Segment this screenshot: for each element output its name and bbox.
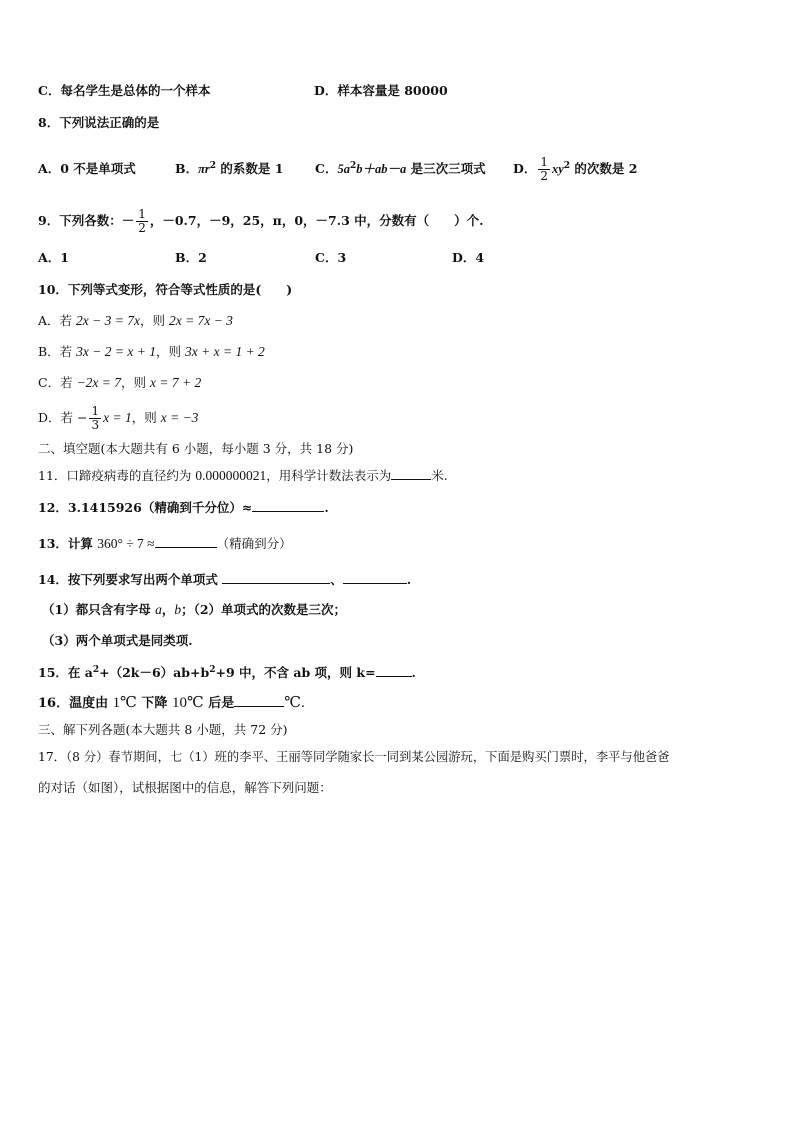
q13-expression: 360° ÷ 7 ≈ bbox=[97, 536, 155, 551]
q8-option-d-fraction bbox=[538, 156, 550, 183]
q7-option-d-wrap bbox=[314, 82, 448, 100]
q13 bbox=[38, 535, 292, 553]
q14-end: . bbox=[406, 572, 412, 587]
q14-stem bbox=[38, 571, 411, 589]
q14-stem-text: 14．按下列要求写出两个单项式 bbox=[38, 572, 218, 587]
q12-pre: 12．3.1415926（精确到千分位）≈ bbox=[38, 500, 253, 515]
q9-option-d: D．4 bbox=[452, 250, 485, 265]
q8-option-c-math1: 5a bbox=[337, 162, 350, 176]
q7-options bbox=[38, 82, 210, 100]
q16-temp-2: 10℃ bbox=[171, 695, 204, 711]
q16-unit: ℃. bbox=[284, 695, 305, 711]
q10-option-c-eq2: x = 7 + 2 bbox=[150, 375, 202, 390]
q12-answer-blank[interactable] bbox=[252, 499, 324, 512]
q16-pre: 16．温度由 bbox=[38, 696, 113, 711]
q10-option-d bbox=[38, 399, 198, 437]
q16-mid: 下降 bbox=[136, 696, 172, 711]
q9-stem bbox=[38, 202, 483, 240]
q8-option-a-text: A．0 不是单项式 bbox=[38, 161, 136, 176]
section-3-title: 三、解下列各题(本大题共 8 小题，共 72 分) bbox=[38, 722, 288, 737]
q16-post: 后是 bbox=[203, 696, 235, 711]
q10-option-a bbox=[38, 312, 233, 330]
q10-option-d-label: D．若 − bbox=[38, 410, 88, 425]
q14-letter-a: a bbox=[155, 602, 162, 617]
q10-option-a-eq1: 2x − 3 = 7x bbox=[76, 313, 140, 328]
q10-option-c-eq1: −2x = 7 bbox=[76, 375, 122, 390]
q8-stem: 8．下列说法正确的是 bbox=[38, 115, 160, 130]
q14-condition-3: （3）两个单项式是同类项. bbox=[42, 633, 193, 648]
q14-letter-b: b bbox=[174, 602, 182, 617]
q8-option-b-math: πr bbox=[198, 162, 210, 176]
q11-post: ，用科学计数法表示为 bbox=[266, 468, 392, 483]
q10-option-b-eq2: 3x + x = 1 + 2 bbox=[184, 344, 265, 359]
q8-option-b-label: B． bbox=[175, 161, 199, 176]
q17-line-1: 17．（8 分）春节期间，七（1）班的李平、王丽等同学随家长一同到某公园游玩，下面是购买门票时，李平与他爸爸 bbox=[38, 750, 670, 764]
q15-mid: +（2k－6）ab+b bbox=[99, 665, 210, 680]
q10-option-a-mid: ，则 bbox=[139, 313, 169, 328]
q10-option-b bbox=[38, 343, 265, 361]
q10-option-c bbox=[38, 374, 201, 392]
q9-option-a: A．1 bbox=[38, 250, 69, 265]
q8-option-a bbox=[38, 160, 136, 178]
q8-option-b-sup: 2 bbox=[209, 160, 217, 171]
q15-sup-1: 2 bbox=[92, 664, 100, 675]
q9-option-c: C．3 bbox=[315, 250, 347, 265]
fraction-denominator: 2 bbox=[138, 221, 146, 235]
q12-post: . bbox=[324, 500, 329, 515]
q11-pre: 11．口蹄疫病毒的直径约为 bbox=[38, 468, 196, 483]
q10-option-b-eq1: 3x − 2 = x + 1 bbox=[76, 344, 156, 359]
q10-option-b-mid: ，则 bbox=[156, 344, 185, 359]
q11-answer-blank[interactable] bbox=[391, 467, 431, 480]
q15-end: . bbox=[411, 665, 416, 680]
fraction-denominator: 3 bbox=[91, 418, 100, 432]
q9-option-b: B．2 bbox=[175, 250, 207, 265]
q13-pre: 13．计算 bbox=[38, 536, 98, 551]
q9-stem-pre: 9．下列各数：－ bbox=[38, 213, 135, 228]
q10-option-a-eq2: 2x = 7x − 3 bbox=[168, 313, 233, 328]
q14-condition-1 bbox=[42, 601, 346, 619]
q14-cond1-pre: （1）都只含有字母 bbox=[42, 602, 156, 617]
section-2-title: 二、填空题(本大题共有 6 小题，每小题 3 分，共 18 分) bbox=[38, 441, 354, 456]
q15-pre: 15．在 a bbox=[38, 665, 93, 680]
q7-option-c: C．每名学生是总体的一个样本 bbox=[38, 83, 211, 98]
q11-number: 0.000000021 bbox=[195, 468, 267, 483]
q14-cond1-sep: ， bbox=[161, 602, 175, 617]
q8-option-c-text: 是三次三项式 bbox=[406, 161, 486, 176]
q10-option-d-eq1: x = 1 bbox=[103, 410, 132, 425]
q13-answer-blank[interactable] bbox=[155, 535, 217, 548]
q16 bbox=[38, 694, 305, 713]
q15-sup-2: 2 bbox=[209, 664, 216, 675]
q8-option-d bbox=[513, 150, 637, 188]
q10-option-b-label: B．若 bbox=[38, 344, 77, 359]
q10-option-d-eq2: x = −3 bbox=[160, 410, 199, 425]
q15-answer-blank[interactable] bbox=[376, 664, 412, 677]
q10-option-d-fraction bbox=[89, 405, 101, 432]
q10-option-c-label: C．若 bbox=[38, 375, 77, 390]
q15-post: +9 中，不含 ab 项，则 k= bbox=[215, 665, 376, 680]
q8-option-c bbox=[315, 160, 486, 178]
q8-option-d-math: xy bbox=[551, 162, 564, 176]
q14-answer-blank-1[interactable] bbox=[222, 571, 330, 584]
q14-separator: 、 bbox=[330, 572, 343, 587]
fraction-denominator: 2 bbox=[540, 169, 548, 183]
q11-unit: 米. bbox=[431, 468, 448, 483]
q14-answer-blank-2[interactable] bbox=[343, 571, 407, 584]
q13-post: （精确到分） bbox=[216, 536, 292, 551]
q8-option-b bbox=[175, 160, 283, 178]
q15 bbox=[38, 664, 416, 682]
q10-option-d-mid: ，则 bbox=[131, 410, 161, 425]
q7-option-d: D．样本容量是 80000 bbox=[314, 83, 448, 98]
q8-option-b-text: 的系数是 1 bbox=[216, 161, 284, 176]
q9-fraction bbox=[136, 208, 148, 235]
fraction-numerator: 1 bbox=[91, 404, 100, 418]
q10-option-a-label: A．若 bbox=[38, 313, 77, 328]
q16-answer-blank[interactable] bbox=[234, 694, 284, 707]
q9-stem-post: ，－0.7，－9，25，π，0，－7.3 中，分数有（ ）个. bbox=[149, 213, 484, 228]
q10-option-c-mid: ，则 bbox=[121, 375, 150, 390]
q11 bbox=[38, 467, 448, 485]
q10-stem: 10．下列等式变形，符合等式性质的是( ) bbox=[38, 282, 293, 297]
q14-cond1-post: ；（2）单项式的次数是三次； bbox=[181, 602, 347, 617]
fraction-numerator: 1 bbox=[138, 207, 146, 221]
q8-option-d-sup: 2 bbox=[563, 160, 571, 171]
q8-option-c-label: C． bbox=[315, 161, 338, 176]
q16-temp-1: 1℃ bbox=[112, 695, 137, 711]
q12 bbox=[38, 499, 329, 517]
q8-option-d-text: 的次数是 2 bbox=[570, 161, 638, 176]
q17-line-2: 的对话（如图），试根据图中的信息，解答下列问题： bbox=[38, 780, 332, 795]
q8-option-d-label: D． bbox=[513, 161, 537, 176]
q8-option-c-sup: 2 bbox=[349, 160, 357, 171]
q8-option-c-math2: b＋ab－a bbox=[356, 162, 407, 176]
fraction-numerator: 1 bbox=[540, 155, 548, 169]
